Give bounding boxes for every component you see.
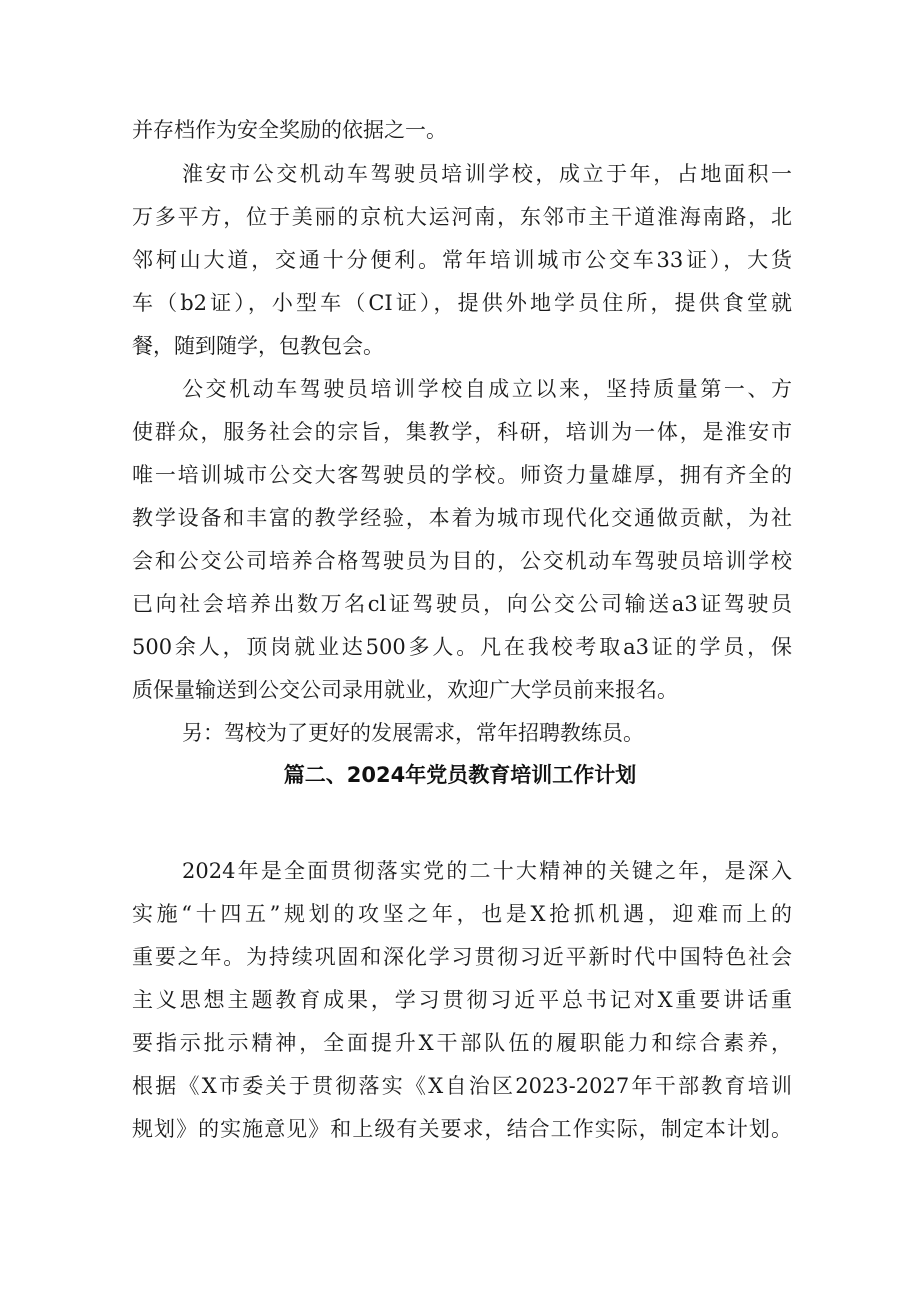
paragraph-line: 质保量输送到公交公司录用就业，欢迎广大学员前来报名。 <box>132 678 678 702</box>
paragraph-line: 邻柯山大道，交通十分便利。常年培训城市公交车33证），大货 <box>132 248 792 272</box>
paragraph-line: 教学设备和丰富的教学经验，本着为城市现代化交通做贡献，为社 <box>132 506 792 530</box>
paragraph-line: 车（b2证），小型车（CI证），提供外地学员住所，提供食堂就 <box>132 291 792 315</box>
paragraph-line: 要指示批示精神，全面提升X干部队伍的履职能力和综合素养， <box>132 1031 792 1055</box>
paragraph-line: 2024年是全面贯彻落实党的二十大精神的关键之年，是深入 <box>182 859 792 883</box>
paragraph-line: 淮安市公交机动车驾驶员培训学校，成立于年，占地面积一 <box>182 162 792 186</box>
paragraph-line: 唯一培训城市公交大客驾驶员的学校。师资力量雄厚，拥有齐全的 <box>132 463 792 487</box>
paragraph-line: 并存档作为安全奖励的依据之一。 <box>132 118 447 142</box>
paragraph-line: 根据《X市委关于贯彻落实《X自治区2023-2027年干部教育培训 <box>132 1074 792 1098</box>
paragraph-line: 实施“十四五”规划的攻坚之年，也是X抢抓机遇，迎难而上的 <box>132 902 792 926</box>
paragraph-line: 公交机动车驾驶员培训学校自成立以来，坚持质量第一、方 <box>182 377 792 401</box>
paragraph-line: 万多平方，位于美丽的京杭大运河南，东邻市主干道淮海南路，北 <box>132 205 792 229</box>
paragraph-line: 另：驾校为了更好的发展需求，常年招聘教练员。 <box>182 721 644 745</box>
paragraph-line: 重要之年。为持续巩固和深化学习贯彻习近平新时代中国特色社会 <box>132 945 792 969</box>
paragraph-line: 已向社会培养出数万名cl证驾驶员，向公交公司输送a3证驾驶员 <box>132 592 792 616</box>
paragraph-line: 主义思想主题教育成果，学习贯彻习近平总书记对X重要讲话重 <box>132 988 792 1012</box>
paragraph-line: 会和公交公司培养合格驾驶员为目的，公交机动车驾驶员培训学校 <box>132 549 792 573</box>
paragraph-line: 500余人，顶岗就业达500多人。凡在我校考取a3证的学员，保 <box>132 635 792 659</box>
paragraph-line: 餐，随到随学，包教包会。 <box>132 334 384 358</box>
paragraph-line: 规划》的实施意见》和上级有关要求，结合工作实际，制定本计划。 <box>132 1117 792 1141</box>
section-heading: 篇二、2024年党员教育培训工作计划 <box>283 763 637 787</box>
paragraph-line: 使群众，服务社会的宗旨，集教学，科研，培训为一体，是淮安市 <box>132 420 792 444</box>
